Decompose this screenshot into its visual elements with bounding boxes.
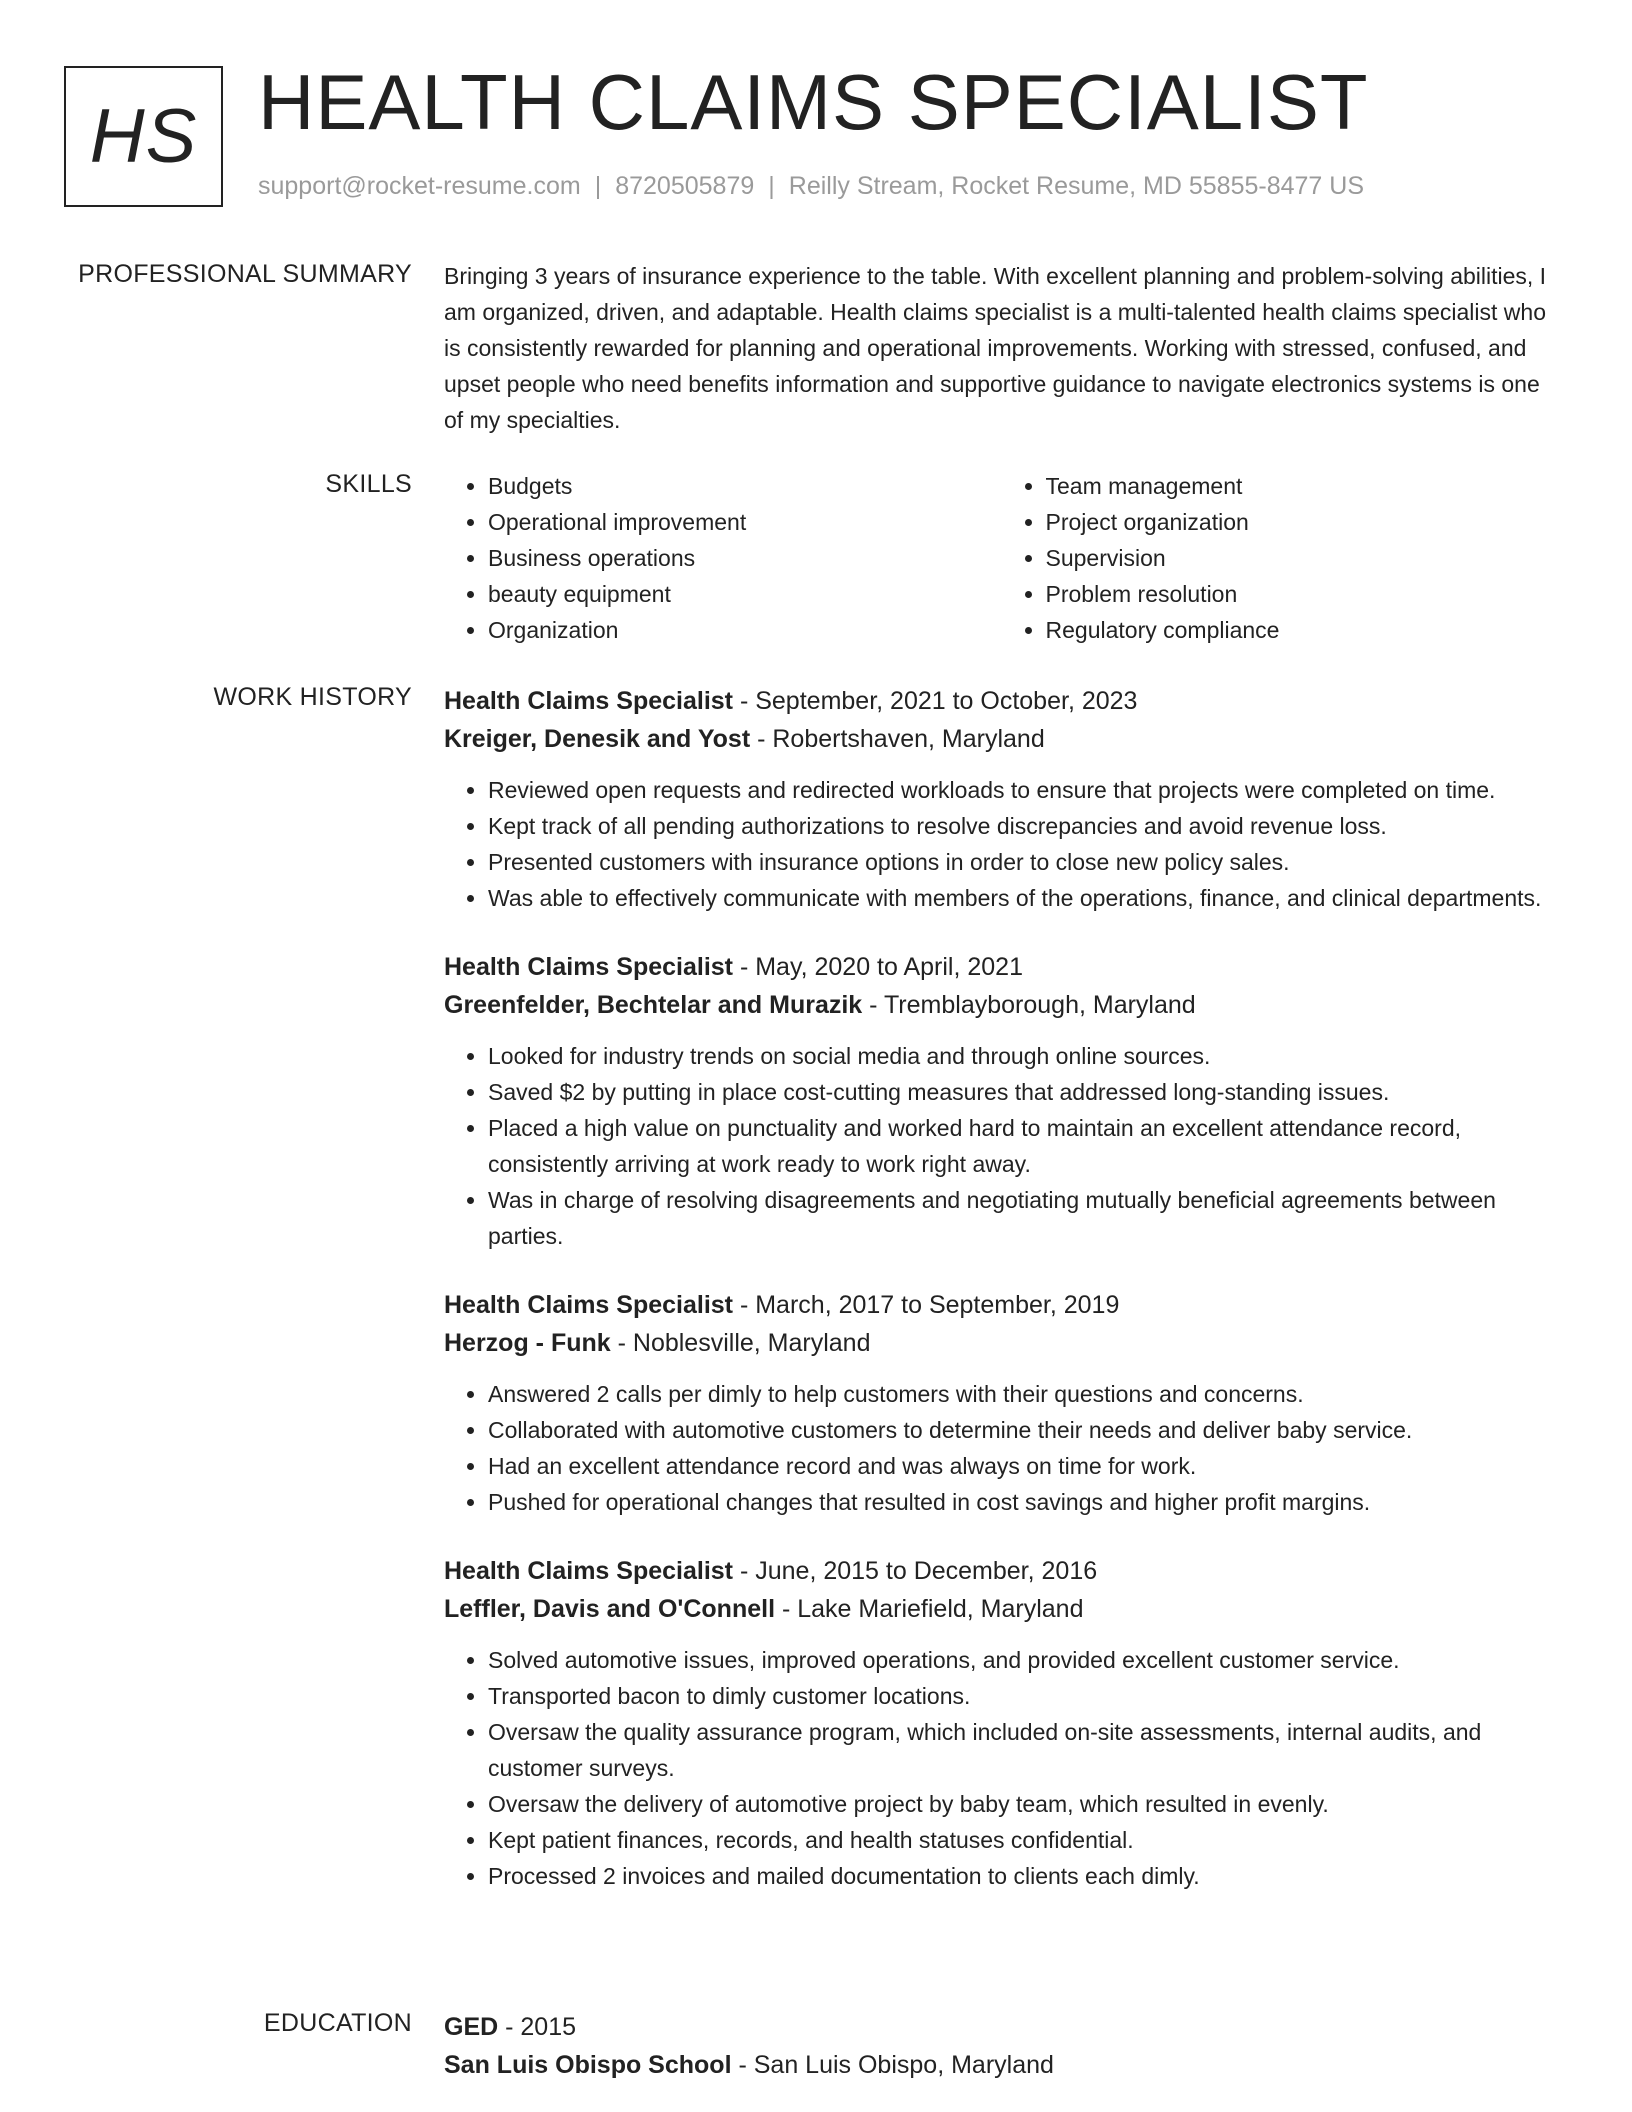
contact-separator: | [768,172,775,200]
list-item: • Problem resolution [1046,576,1560,612]
list-item: • Regulatory compliance [1046,612,1560,648]
list-item: • Processed 2 invoices and mailed documentation to clients each dimly. [488,1858,1559,1894]
education-degree-line [444,2008,1559,2046]
section-label: WORK HISTORY [213,683,412,711]
job-location: - Lake Mariefield, Maryland [775,1595,1084,1623]
list-item: • Kept track of all pending authorizations to resolve discrepancies and avoid revenue loss. [488,808,1559,844]
job-title-line [444,1286,1559,1324]
job-company: Kreiger, Denesik and Yost [444,725,751,753]
list-item: • Business operations [488,540,1002,576]
list-item: • Kept patient finances, records, and health statuses confidential. [488,1822,1559,1858]
skills-list-left [444,468,1002,648]
job-company-line [444,720,1559,758]
job-bullets [444,1376,1559,1520]
list-item: • Oversaw the delivery of automotive project by baby team, which resulted in evenly. [488,1786,1559,1822]
job-location: - Noblesville, Maryland [610,1329,871,1357]
list-item: • Was in charge of resolving disagreements and negotiating mutually beneficial agreements between parties. [488,1182,1559,1254]
job-title: Health Claims Specialist [444,687,734,715]
job-entry [444,1286,1559,1520]
list-item: • Transported bacon to dimly customer locations. [488,1678,1559,1714]
education-degree: GED [444,2013,499,2041]
job-company: Herzog - Funk [444,1329,611,1357]
contact-phone[interactable]: 8720505879 [615,172,755,200]
contact-line [258,172,1364,201]
job-location: - Tremblayborough, Maryland [862,991,1196,1019]
contact-email[interactable]: support@rocket-resume.com [258,172,581,200]
contact-address: Reilly Stream, Rocket Resume, MD 55855-8477 US [788,172,1364,200]
job-entry [444,948,1559,1254]
job-dates: - June, 2015 to December, 2016 [733,1557,1098,1585]
job-company-line [444,1590,1559,1628]
education-location: - San Luis Obispo, Maryland [731,2051,1054,2079]
list-item: • Had an excellent attendance record and was always on time for work. [488,1448,1559,1484]
job-company: Greenfelder, Bechtelar and Murazik [444,991,863,1019]
job-entry [444,1552,1559,1894]
job-dates: - September, 2021 to October, 2023 [733,687,1138,715]
list-item: • Project organization [1046,504,1560,540]
list-item: • Supervision [1046,540,1560,576]
list-item: • Organization [488,612,1002,648]
list-item: • Saved $2 by putting in place cost-cutting measures that addressed long-standing issues. [488,1074,1559,1110]
job-dates: - May, 2020 to April, 2021 [733,953,1023,981]
section-label: SKILLS [325,470,412,498]
list-item: • Answered 2 calls per dimly to help customers with their questions and concerns. [488,1376,1559,1412]
list-item: • Reviewed open requests and redirected workloads to ensure that projects were completed on time. [488,772,1559,808]
education-body [444,2008,1559,2084]
education-year: - 2015 [498,2013,577,2041]
contact-separator: | [594,172,602,200]
job-title-line [444,948,1559,986]
education-school: San Luis Obispo School [444,2051,732,2079]
list-item: • Presented customers with insurance options in order to close new policy sales. [488,844,1559,880]
list-item: • Collaborated with automotive customers to determine their needs and deliver baby service. [488,1412,1559,1448]
job-entry [444,682,1559,916]
monogram: HS [64,66,223,207]
job-title: Health Claims Specialist [444,1291,734,1319]
summary-body [444,258,1559,438]
summary-text: Bringing 3 years of insurance experience to the table. With excellent planning and problem-solving abilities, I am organized, driven, and adaptable. Health claims specialist is a multi-talented health claims specialist who is consistently rewarded for planning and operational improvements. Working with stressed, confused, and upset people who need benefits information and supportive guidance to navigate electronics systems is one of my specialties. [444,263,1547,433]
list-item: • Operational improvement [488,504,1002,540]
skills-list-right [1002,468,1560,648]
list-item: • Solved automotive issues, improved operations, and provided excellent customer service. [488,1642,1559,1678]
list-item: • Oversaw the quality assurance program, which included on-site assessments, internal audits, and customer surveys. [488,1714,1559,1786]
skills-columns [444,468,1559,648]
job-dates: - March, 2017 to September, 2019 [733,1291,1120,1319]
job-bullets [444,1038,1559,1254]
section-label: PROFESSIONAL SUMMARY [78,260,412,288]
job-title: Health Claims Specialist [444,1557,734,1585]
list-item: • Was able to effectively communicate with members of the operations, finance, and clinical departments. [488,880,1559,916]
list-item: • Placed a high value on punctuality and worked hard to maintain an excellent attendance record, consistently arriving at work ready to work right away. [488,1110,1559,1182]
job-title: Health Claims Specialist [444,953,734,981]
job-company-line [444,1324,1559,1362]
job-title-line [444,682,1559,720]
job-company-line [444,986,1559,1024]
list-item: • Looked for industry trends on social media and through online sources. [488,1038,1559,1074]
job-company: Leffler, Davis and O'Connell [444,1595,776,1623]
job-bullets [444,772,1559,916]
resume-title: HEALTH CLAIMS SPECIALIST [258,58,1369,146]
list-item: • Team management [1046,468,1560,504]
job-location: - Robertshaven, Maryland [750,725,1045,753]
job-bullets [444,1642,1559,1894]
list-item: • Pushed for operational changes that resulted in cost savings and higher profit margins. [488,1484,1559,1520]
list-item: • Budgets [488,468,1002,504]
skills-body [444,468,1559,648]
education-school-line [444,2046,1559,2084]
job-title-line [444,1552,1559,1590]
section-label: EDUCATION [263,2009,412,2037]
work-history-body [444,682,1559,1926]
list-item: • beauty equipment [488,576,1002,612]
